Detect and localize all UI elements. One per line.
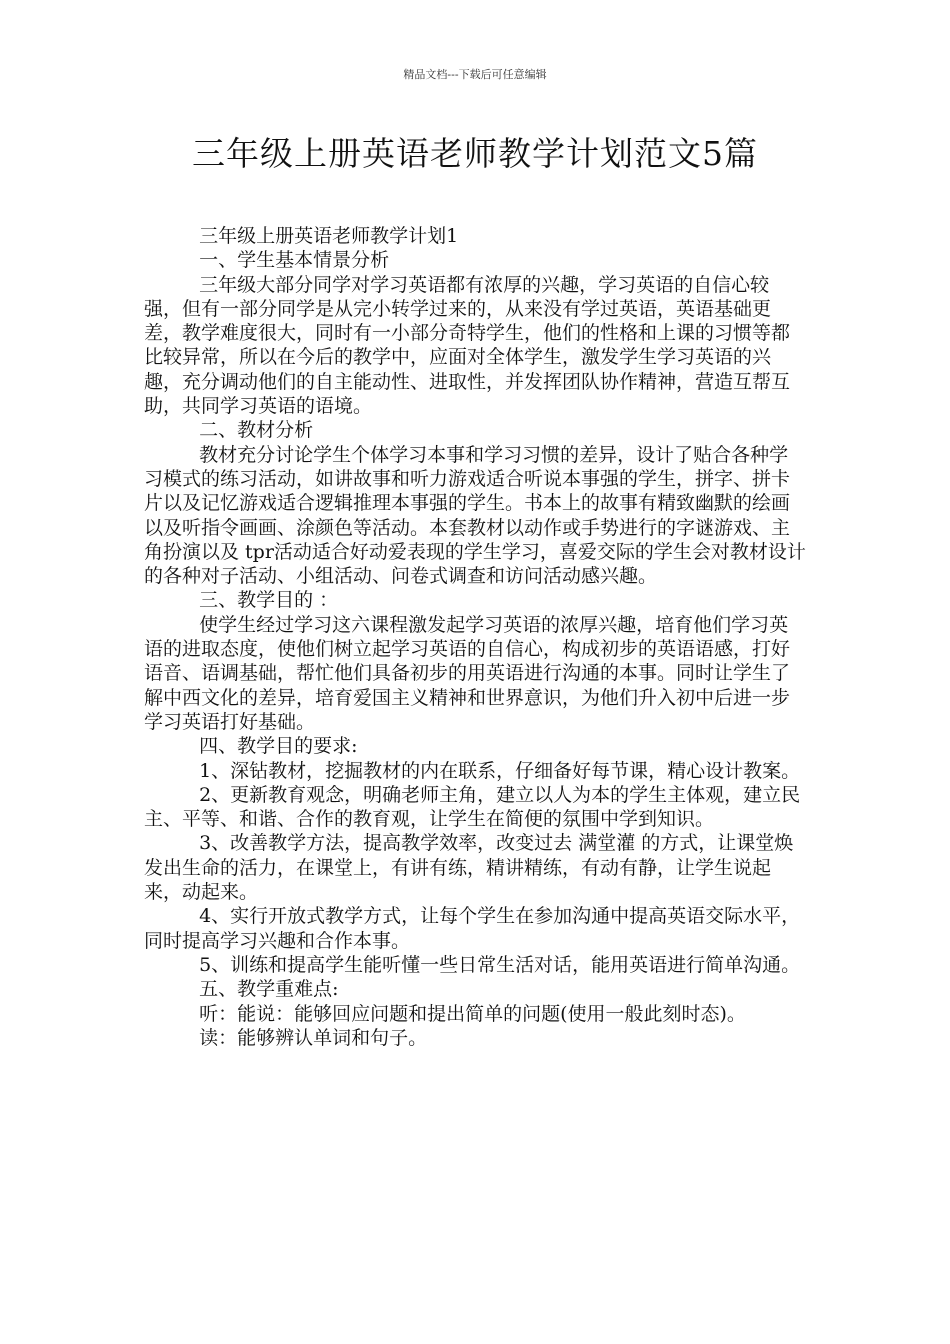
paragraph: 三年级大部分同学对学习英语都有浓厚的兴趣，学习英语的自信心较强，但有一部分同学是从完小转学过来的，从来没有学过英语，英语基础更差，教学难度很大，同时有一小部分奇特学生，他们的性格和上课的习惯等都比较异常，所以在今后的教学中，应面对全体学生，激发学生学习英语的兴趣，充分调动他们的自主能动性、进取性，并发挥团队协作精神，营造互帮互助，共同学习英语的语境。: [144, 273, 791, 418]
subtitle-plan-1: 三年级上册英语老师教学计划1: [199, 225, 459, 247]
paragraph: 教材充分讨论学生个体学习本事和学习习惯的差异，设计了贴合各种学习模式的练习活动，如讲故事和听力游戏适合听说本事强的学生，拼字、拼卡片以及记忆游戏适合逻辑推理本事强的学生。书本上的故事有精致幽默的绘画以及听指令画画、涂颜色等活动。本套教材以动作或手势进行的字谜游戏、主角扮演以及 tpr活动适合好动爱表现的学生学习，喜爱交际的学生会对教材设计的各种对子活动、小组活动、问卷式调查和访问活动感兴趣。: [144, 443, 806, 588]
document-body: [144, 224, 806, 1050]
paragraph: 听：能说：能够回应问题和提出简单的问题(使用一般此刻时态)。: [199, 1002, 746, 1025]
section-heading-5: 五、教学重难点:: [199, 978, 339, 1001]
document-title: 三年级上册英语老师教学计划范文5篇: [192, 134, 758, 173]
paragraph: 使学生经过学习这六课程激发起学习英语的浓厚兴趣，培育他们学习英语的进取态度，使他们树立起学习英语的自信心，构成初步的英语语感，打好语音、语调基础，帮忙他们具备初步的用英语进行沟通的本事。同时让学生了解中西文化的差异，培育爱国主义精神和世界意识，为他们升入初中后进一步学习英语打好基础。: [144, 613, 791, 733]
section-heading-3: 三、教学目的 ：: [199, 589, 339, 612]
page-header: 精品文档---下载后可任意编辑: [403, 68, 547, 81]
section-heading-1: 一、学生基本情景分析: [199, 249, 390, 272]
list-item: 3、改善教学方法，提高教学效率，改变过去 满堂灌 的方式，让课堂焕发出生命的活力，在课堂上，有讲有练，精讲精练，有动有静，让学生说起来，动起来。: [144, 832, 794, 904]
list-item: 4、实行开放式教学方式，让每个学生在参加沟通中提高英语交际水平，同时提高学习兴趣和合作本事。: [144, 905, 801, 952]
section-heading-4: 四、教学目的要求:: [199, 735, 358, 758]
list-item: 5、训练和提高学生能听懂一些日常生活对话，能用英语进行简单沟通。: [199, 953, 801, 976]
paragraph: 读：能够辨认单词和句子。: [199, 1026, 428, 1049]
list-item: 2、更新教育观念，明确老师主角，建立以人为本的学生主体观，建立民主、平等、和谐、合作的教育观，让学生在简便的氛围中学到知识。: [144, 783, 801, 831]
list-item: 1、深钻教材，挖掘教材的内在联系，仔细备好每节课，精心设计教案。: [199, 759, 801, 782]
section-heading-2: 二、教材分析: [199, 419, 314, 442]
